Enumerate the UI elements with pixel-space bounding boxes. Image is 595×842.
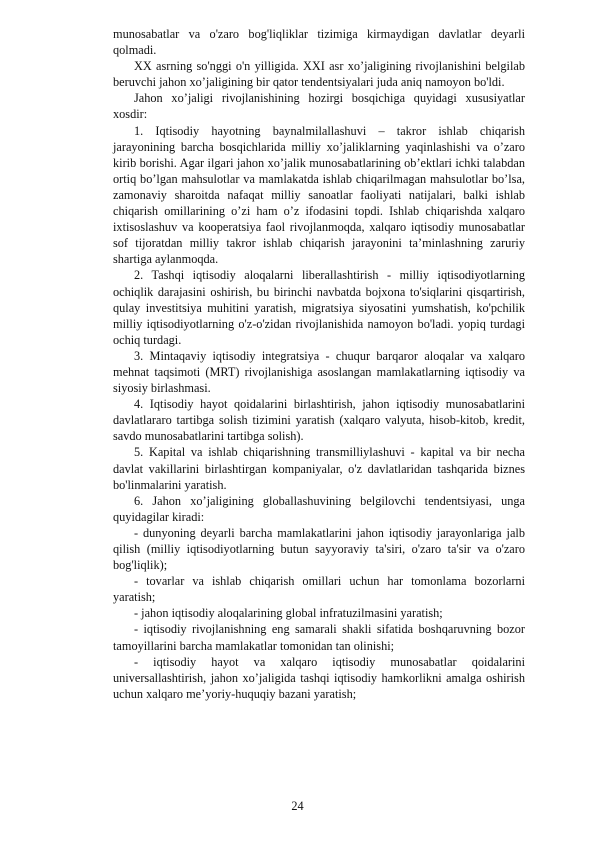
bullet-item-5: - iqtisodiy hayot va xalqaro iqtisodiy munosabatlar qoidalarini universallashtirish, jahon xo’jaligida tashqi iqtisodiy hamkorlikni amalga oshirish uchun xalqaro me’yoriy-huquqiy bazani yaratish; xyxy=(113,654,525,701)
bullet-item-2: - tovarlar va ishlab chiqarish omillari uchun har tomonlama bozorlarni yaratish; xyxy=(113,574,525,605)
list-item-2: 2. Tashqi iqtisodiy aloqalarni liberallashtirish - milliy iqtisodiyotlarning ochiqlik darajasini oshirish, bu birinchi navbatda bojxona to'siqlarini qisqartirish, qulay investitsiya muhitini yaratish, migratsiya siyosatini yumshatish, ko'pchilik milliy iqtisodiyotlarning o'z-o'zidan rivojlanishida namoyon bo'ladi. yopiq turdagi ochiq turdagi. xyxy=(113,268,525,347)
list-item-4: 4. Iqtisodiy hayot qoidalarini birlashtirish, jahon iqtisodiy munosabatlarini davlatlararo tartibga solish tizimini yaratish (xalqaro valyuta, hisob-kitob, kredit, savdo munosabatlarini tartibga solish). xyxy=(113,397,525,444)
list-item-3: 3. Mintaqaviy iqtisodiy integratsiya - chuqur barqaror aloqalar va xalqaro mehnat taqsimoti (MRT) rivojlanishiga asoslangan mamlakatlarning iqtisodiy va siyosiy birlashmasi. xyxy=(113,348,525,396)
bullet-item-1: - dunyoning deyarli barcha mamlakatlarini jahon iqtisodiy jarayonlariga jalb qilish (milliy iqtisodiyotlarning butun sayyoraviy ta'siri, o'zaro ta'sir va o'zaro bog'liqlik); xyxy=(113,525,525,573)
paragraph-intro: XX asrning so'nggi o'n yilligida. XXI asr xo’jaligining rivojlanishini belgilab beruvchi jahon xo’jaligining bir qator tendentsiyalari juda aniq namoyon bo'ldi. xyxy=(113,59,525,90)
paragraph-continuation: munosabatlar va o'zaro bog'liqliklar tizimiga kirmaydigan davlatlar deyarli qolmadi. xyxy=(113,27,525,58)
bullet-item-3: - jahon iqtisodiy aloqalarining global infratuzilmasini yaratish; xyxy=(134,606,443,621)
bullet-item-4: - iqtisodiy rivojlanishning eng samarali shakli sifatida boshqaruvning bozor tamoyillarini barcha mamlakatlar tomonidan tan olinishi; xyxy=(113,622,525,653)
page-number: 24 xyxy=(291,799,304,813)
list-item-6: 6. Jahon xo’jaligining globallashuvining belgilovchi tendentsiyasi, unga quyidagilar kiradi: xyxy=(113,493,525,524)
list-item-1: 1. Iqtisodiy hayotning baynalmilallashuvi – takror ishlab chiqarish jarayonining barcha bosqichlarida milliy xo’jaliklarning yaqinlashishi va o’zaro kirib borishi. Agar ilgari jahon xo’jalik munosabatlarining ob’ektlari ichki talabdan ortiq bo’lgan mahsulotlar va mamlakatda ishlab chiqarilmagan mahsulotlar bo’lsa, zamonaviy sharoitda nafaqat milliy sanoatlar faoliyati natijalari, balki ishlab chiqarish omillarining o’zi ham o’z ifodasini topdi. Ishlab chiqarishda xalqaro ixtisoslashuv va kooperatsiya faol rivojlanmoqda, xalqaro iqtisodiy munosabatlar sof tijoratdan milliy takror ishlab chiqarish jarayonini ta’minlashning zaruriy shartiga aylanmoqda. xyxy=(113,123,525,267)
document-body xyxy=(113,26,525,702)
list-item-5: 5. Kapital va ishlab chiqarishning transmilliylashuvi - kapital va bir necha davlat vakillarini birlashtirgan kompaniyalar, o'z davlatlaridan tashqarida biznes bo'linmalarini yaratish. xyxy=(113,445,525,492)
paragraph-features-lead: Jahon xo’jaligi rivojlanishining hozirgi bosqichiga quyidagi xususiyatlar xosdir: xyxy=(113,91,525,122)
